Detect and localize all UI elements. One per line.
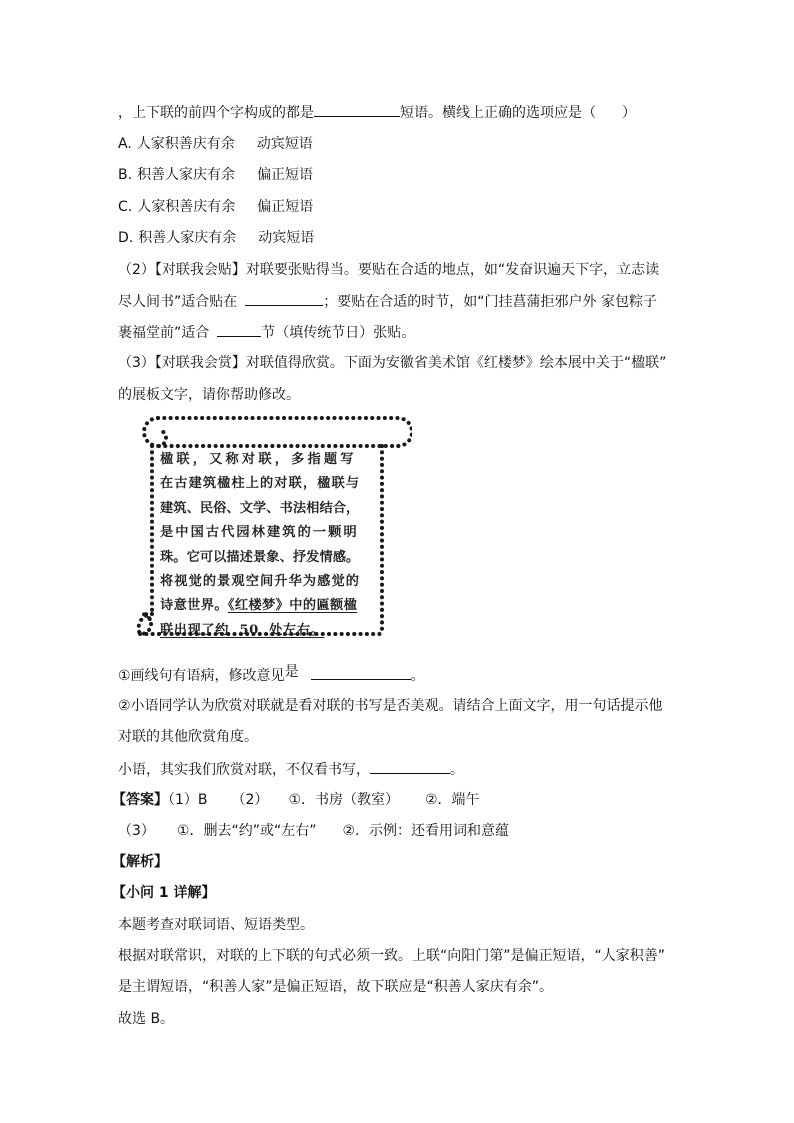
exhibition-board (118, 408, 412, 644)
board-line: 建筑、民俗、文学、书法相结合， (160, 500, 360, 516)
q1-stem-part-b: 短语。横线上正确的选项应是（ (400, 105, 596, 121)
board-line: 诗意世界。 (160, 598, 228, 614)
q1-option-c[interactable] (118, 197, 313, 217)
q2-festival-blank[interactable] (217, 322, 261, 337)
board-underlined-sentence: 联出现了约 50 处左右。 (160, 622, 325, 638)
q2-line-3-part-a: 裹福堂前”适合 (118, 325, 210, 341)
option-letter: D. (118, 230, 134, 246)
answer-part-2-2: ②．端午 (425, 792, 480, 808)
answer-part-3-1: ①．删去“约”或“左右” (176, 823, 317, 839)
q3-line-2: 的展板文字，请你帮助修改。 (118, 387, 300, 403)
q1-stem-part-c: ） (622, 105, 636, 121)
q1-stem (118, 102, 636, 123)
board-text (160, 448, 386, 643)
q3-sub-2-line-1: ②小语同学认为欣赏对联就是看对联的书写是否美观。请结合上面文字，用一句话提示他 (118, 698, 663, 714)
q2-line-2-part-b: ；要贴在合适的时节，如“门挂菖蒲拒邪户外 家包粽子 (323, 294, 657, 310)
option-text: 人家积善庆有余 (137, 199, 236, 215)
option-type: 偏正短语 (257, 199, 314, 215)
option-text: 积善人家庆有余 (138, 230, 237, 246)
option-type: 动宾短语 (256, 136, 313, 152)
answer-part-3: （3） (118, 823, 155, 839)
option-type: 动宾短语 (258, 230, 315, 246)
q2-line-2-part-a: 尽人间书”适合贴在 (118, 294, 238, 310)
option-letter: C. (118, 199, 133, 215)
q3-sub-1-part-a: ①画线句有语病，修改意见 (118, 668, 285, 684)
q2-line-3 (118, 322, 415, 343)
answer-part-2-1: ①．书房（教室） (288, 792, 399, 808)
analysis-label: 【解析】 (112, 854, 168, 870)
answer-part-3-2: ②．示例：还看用词和意蕴 (342, 823, 510, 839)
option-type: 偏正短语 (257, 167, 314, 183)
analysis-sub-label: 【小问 1 详解】 (112, 885, 216, 901)
q3-sub-2-line-3 (118, 759, 464, 780)
q1-option-a[interactable] (118, 134, 313, 154)
q3-sub-1-blank[interactable] (311, 665, 411, 680)
q3-line-1: （3）【对联我会赏】对联值得欣赏。下面为安徽省美术馆《红楼梦》绘本展中关于“楹联” (118, 355, 667, 371)
q3-sub-1-part-c: 。 (410, 668, 425, 684)
option-text: 积善人家庆有余 (137, 167, 236, 183)
q3-sub-2-line-3-part-b: 。 (450, 762, 464, 778)
answer-line-1 (112, 790, 480, 810)
q2-line-3-part-b: 节（填传统节日）张贴。 (261, 325, 416, 341)
q3-sub-2-line-2: 对联的其他欣赏角度。 (118, 729, 258, 745)
analysis-line-1: 本题考查对联词语、短语类型。 (118, 917, 314, 933)
q2-location-blank[interactable] (245, 291, 323, 306)
option-letter: B. (118, 167, 133, 183)
analysis-line-2: 根据对联常识，对联的上下联的句式必须一致。上联“向阳门第”是偏正短语，“人家积善” (118, 948, 666, 964)
option-text: 人家积善庆有余 (136, 136, 235, 152)
q3-sub-2-line-3-part-a: 小语，其实我们欣赏对联，不仅看书写， (118, 762, 370, 778)
option-letter: A. (118, 136, 132, 152)
answer-label: 【答案】 (112, 792, 168, 808)
answer-part-1: （1）B (168, 792, 208, 808)
q1-option-b[interactable] (118, 165, 313, 185)
q1-stem-part-a: ，上下联的前四个字构成的都是 (118, 105, 314, 121)
q2-line-1: （2）【对联我会贴】对联要张贴得当。要贴在合适的地点，如“发奋识遍天下字，立志读 (118, 262, 660, 278)
board-line: 在古建筑楹柱上的对联，楹联与 (160, 476, 361, 492)
answer-part-2: （2） (231, 792, 269, 808)
q3-sub-1-part-b: 是 (284, 664, 299, 680)
analysis-line-3: 是主谓短语，“积善人家”是偏正短语，故下联应是“积善人家庆有余”。 (118, 979, 554, 995)
q2-line-2 (118, 291, 657, 312)
q1-option-d[interactable] (118, 228, 314, 248)
board-line: 楹联，又称对联，多指题写 (160, 452, 357, 467)
q1-blank[interactable] (314, 102, 400, 117)
q3-sub-1 (118, 665, 425, 686)
board-line: 珠。它可以描述景象、抒发情感。 (160, 549, 360, 565)
q3-sub-2-blank[interactable] (370, 759, 450, 774)
board-underlined-sentence: 《红楼梦》中的匾额楹 (227, 598, 358, 614)
board-line: 是中国古代园林建筑的一颗明 (160, 525, 359, 541)
answer-line-2 (118, 821, 509, 841)
board-line: 将视觉的景观空间升华为感觉的 (160, 574, 361, 590)
analysis-line-4: 故选 B。 (118, 1011, 175, 1027)
